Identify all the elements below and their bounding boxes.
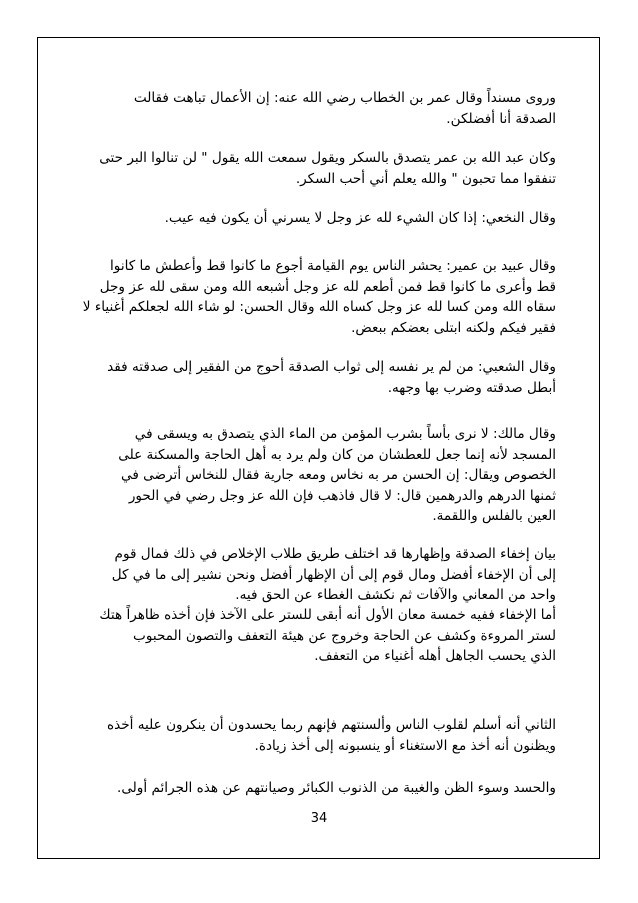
text-line: أما الإخفاء ففيه خمسة معان الأول أنه أبقى للستر على الآخذ فإن أخذه ظاهراً هتك	[99, 607, 556, 623]
paragraph-5	[82, 357, 556, 398]
text-line: الصدقة أنا أفضلكن.	[446, 110, 556, 127]
text-line: والحسد وسوء الظن والغيبة من الذنوب الكبائر وصيانتهم عن هذه الجرائم أولى.	[117, 780, 556, 796]
text-line: الخصوص ويقال: إن الحسن مر به نخاس ومعه جارية فقال للنخاس أترضى في	[121, 467, 556, 483]
text-line: ويظنون أنه أخذ مع الاستغناء أو ينسبونه إلى أخذ زيادة.	[254, 737, 556, 754]
text-line: المسجد لأنه إنما جعل للعطشان من كان ولم يرد به أهل الحاجة والمسكنة على	[118, 446, 556, 463]
text-line: واحد من المعاني والآفات ثم نكشف الغطاء عن الحق فيه.	[235, 587, 556, 603]
text-line: وقال عبيد بن عمير: يحشر الناس يوم القيامة أجوع ما كانوا قط وأعطش ما كانوا	[110, 258, 556, 274]
text-line: تنفقوا مما تحبون " والله يعلم أني أحب السكر.	[295, 170, 556, 187]
text-line: ثمنها الدرهم والدرهمين قال: لا قال فاذهب فإن الله عز وجل رضي في الحور	[128, 487, 556, 504]
text-line: وقال النخعي: إذا كان الشيء لله عز وجل لا يسرني أن يكون فيه عيب.	[164, 210, 556, 226]
text-line: أبطل صدقته وضرب بها وجهه.	[387, 379, 556, 396]
text-line: وقال مالك: لا نرى بأساً بشرب المؤمن من الماء الذي يتصدق به ويسقى في	[134, 426, 556, 442]
text-line: وكان عبد الله بن عمر يتصدق بالسكر ويقول سمعت الله يقول " لن تنالوا البر حتى	[99, 150, 556, 166]
text-line: وروى مسنداً وقال عمر بن الخطاب رضي الله عنه: إن الأعمال تباهت فقالت	[133, 90, 556, 106]
paragraph-3	[82, 208, 556, 229]
text-line: وقال الشعبي: من لم ير نفسه إلى ثواب الصدقة أحوج من الفقير إلى صدقته فقد	[107, 359, 556, 375]
paragraph-4	[82, 256, 556, 338]
paragraph-2	[82, 148, 556, 189]
paragraph-1	[82, 88, 556, 129]
text-line: الذي يحسب الجاهل أهله أغنياء من التعفف.	[314, 648, 556, 664]
text-line: العين بالفلس واللقمة.	[432, 508, 556, 524]
paragraph-10	[82, 778, 556, 799]
page-number: 34	[310, 811, 328, 826]
paragraph-6	[82, 424, 556, 527]
text-line: سقاه الله ومن كسا لله عز وجل كساه الله وقال الحسن: لو شاء الله لجعلكم أغنياء لا	[82, 299, 556, 315]
paragraph-7	[82, 544, 556, 606]
text-line: لستر المروءة وكشف عن الحاجة وخروج عن هيئة التعفف والتصون المحبوب	[133, 627, 556, 644]
text-line: إلى أن الإخفاء أفضل ومال قوم إلى أن الإظهار أفضل ونحن نشير إلى ما في كل	[111, 566, 556, 583]
text-line: فقير فيكم ولكنه ابتلى بعضكم ببعض.	[351, 319, 556, 336]
text-line: الثاني أنه أسلم لقلوب الناس وألسنتهم فإنهم ربما يحسدون أن ينكرون عليه أخذه	[106, 717, 556, 733]
paragraph-9	[82, 715, 556, 756]
paragraph-8	[82, 605, 556, 667]
text-line: بيان إخفاء الصدقة وإظهارها قد اختلف طريق طلاب الإخلاص في ذلك فمال قوم	[114, 546, 556, 562]
text-line: قط وأعرى ما كانوا قط فمن أطعم لله عز وجل أشبعه الله ومن سقى لله عز وجل	[99, 278, 556, 295]
